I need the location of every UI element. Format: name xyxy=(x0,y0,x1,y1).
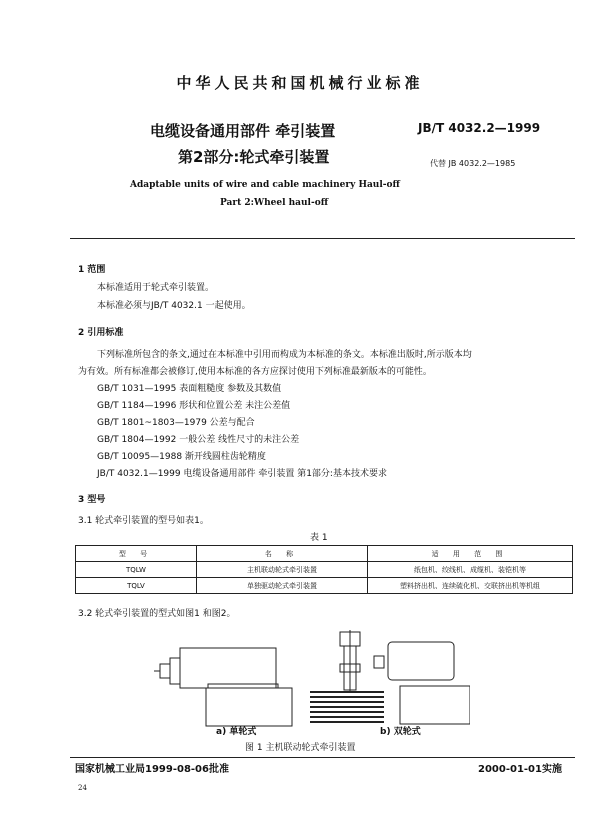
top-rule xyxy=(70,238,575,239)
table-row xyxy=(76,578,573,594)
table-cell: 纸包机、绞线机、成缆机、装铠机等 xyxy=(368,562,573,578)
coupling-b xyxy=(374,656,384,668)
model-table xyxy=(75,545,573,594)
wheel-base xyxy=(206,688,292,726)
shaft-end xyxy=(160,664,170,678)
table-cell: TQLW xyxy=(76,562,197,578)
table-caption: 表 1 xyxy=(310,533,328,543)
section-1-p1: 本标准适用于轮式牵引装置。 xyxy=(97,283,215,293)
title-line1: 电缆设备通用部件 牵引装置 xyxy=(150,122,336,140)
header: 中华人民共和国机械行业标准 xyxy=(176,74,424,92)
section-2-heading: 2 引用标准 xyxy=(78,328,124,338)
ref-item: GB/T 1184—1996 形状和位置公差 未注公差值 xyxy=(97,401,291,411)
standard-number: JB/T 4032.2—1999 xyxy=(418,121,541,135)
title-line2: 第2部分:轮式牵引装置 xyxy=(178,148,330,166)
table-cell: 塑料挤出机、连续硫化机、交联挤出机等机组 xyxy=(368,578,573,594)
figure-1-drawing xyxy=(150,630,470,750)
figure-caption: 图 1 主机联动轮式牵引装置 xyxy=(245,743,356,753)
cable-stack xyxy=(310,692,384,722)
section-2-p1: 下列标准所包含的条文,通过在本标准中引用而构成为本标准的条文。本标准出版时,所示版本均 xyxy=(97,350,472,360)
figure-label-b: b) 双轮式 xyxy=(380,727,421,737)
double-wheel-drawing xyxy=(310,630,470,724)
wheel-base-b xyxy=(400,686,470,724)
ref-item: JB/T 4032.1—1999 电缆设备通用部件 牵引装置 第1部分:基本技术要求 xyxy=(97,469,387,479)
approval-issuer: 国家机械工业局1999-08-06批准 xyxy=(75,764,229,775)
ref-item: GB/T 1031—1995 表面粗糙度 参数及其数值 xyxy=(97,384,282,394)
table-cell: 单独驱动轮式牵引装置 xyxy=(197,578,368,594)
section-1-heading: 1 范围 xyxy=(78,265,106,275)
title-english-1: Adaptable units of wire and cable machinery Haul-off xyxy=(130,180,400,190)
table-header: 适 用 范 围 xyxy=(368,546,573,562)
table-header: 型 号 xyxy=(76,546,197,562)
section-3-1: 3.1 轮式牵引装置的型号如表1。 xyxy=(78,516,209,526)
table-header: 名 称 xyxy=(197,546,368,562)
title-english-2: Part 2:Wheel haul-off xyxy=(220,198,329,208)
single-wheel-drawing xyxy=(154,648,292,726)
table-cell: TQLV xyxy=(76,578,197,594)
section-3-2: 3.2 轮式牵引装置的型式如图1 和图2。 xyxy=(78,609,236,619)
table-header-row xyxy=(76,546,573,562)
figure-label-a: a) 单轮式 xyxy=(216,727,257,737)
effective-date: 2000-01-01实施 xyxy=(478,764,562,775)
coupling xyxy=(170,658,180,684)
motor-base xyxy=(208,684,278,688)
motor-housing xyxy=(180,648,276,688)
section-1-p2: 本标准必须与JB/T 4032.1 一起使用。 xyxy=(97,301,251,311)
footer-rule xyxy=(70,757,575,758)
section-3-heading: 3 型号 xyxy=(78,495,106,505)
table-cell: 主机联动轮式牵引装置 xyxy=(197,562,368,578)
replaces-note: 代替 JB 4032.2—1985 xyxy=(430,159,516,168)
motor-b xyxy=(388,642,454,680)
page-number: 24 xyxy=(78,784,87,792)
table-row xyxy=(76,562,573,578)
section-2-p2: 为有效。所有标准都会被修订,使用本标准的各方应探讨使用下列标准最新版本的可能性。 xyxy=(78,367,432,377)
ref-item: GB/T 1804—1992 一般公差 线性尺寸的未注公差 xyxy=(97,435,300,445)
ref-item: GB/T 10095—1988 渐开线圆柱齿轮精度 xyxy=(97,452,266,462)
ref-item: GB/T 1801~1803—1979 公差与配合 xyxy=(97,418,255,428)
